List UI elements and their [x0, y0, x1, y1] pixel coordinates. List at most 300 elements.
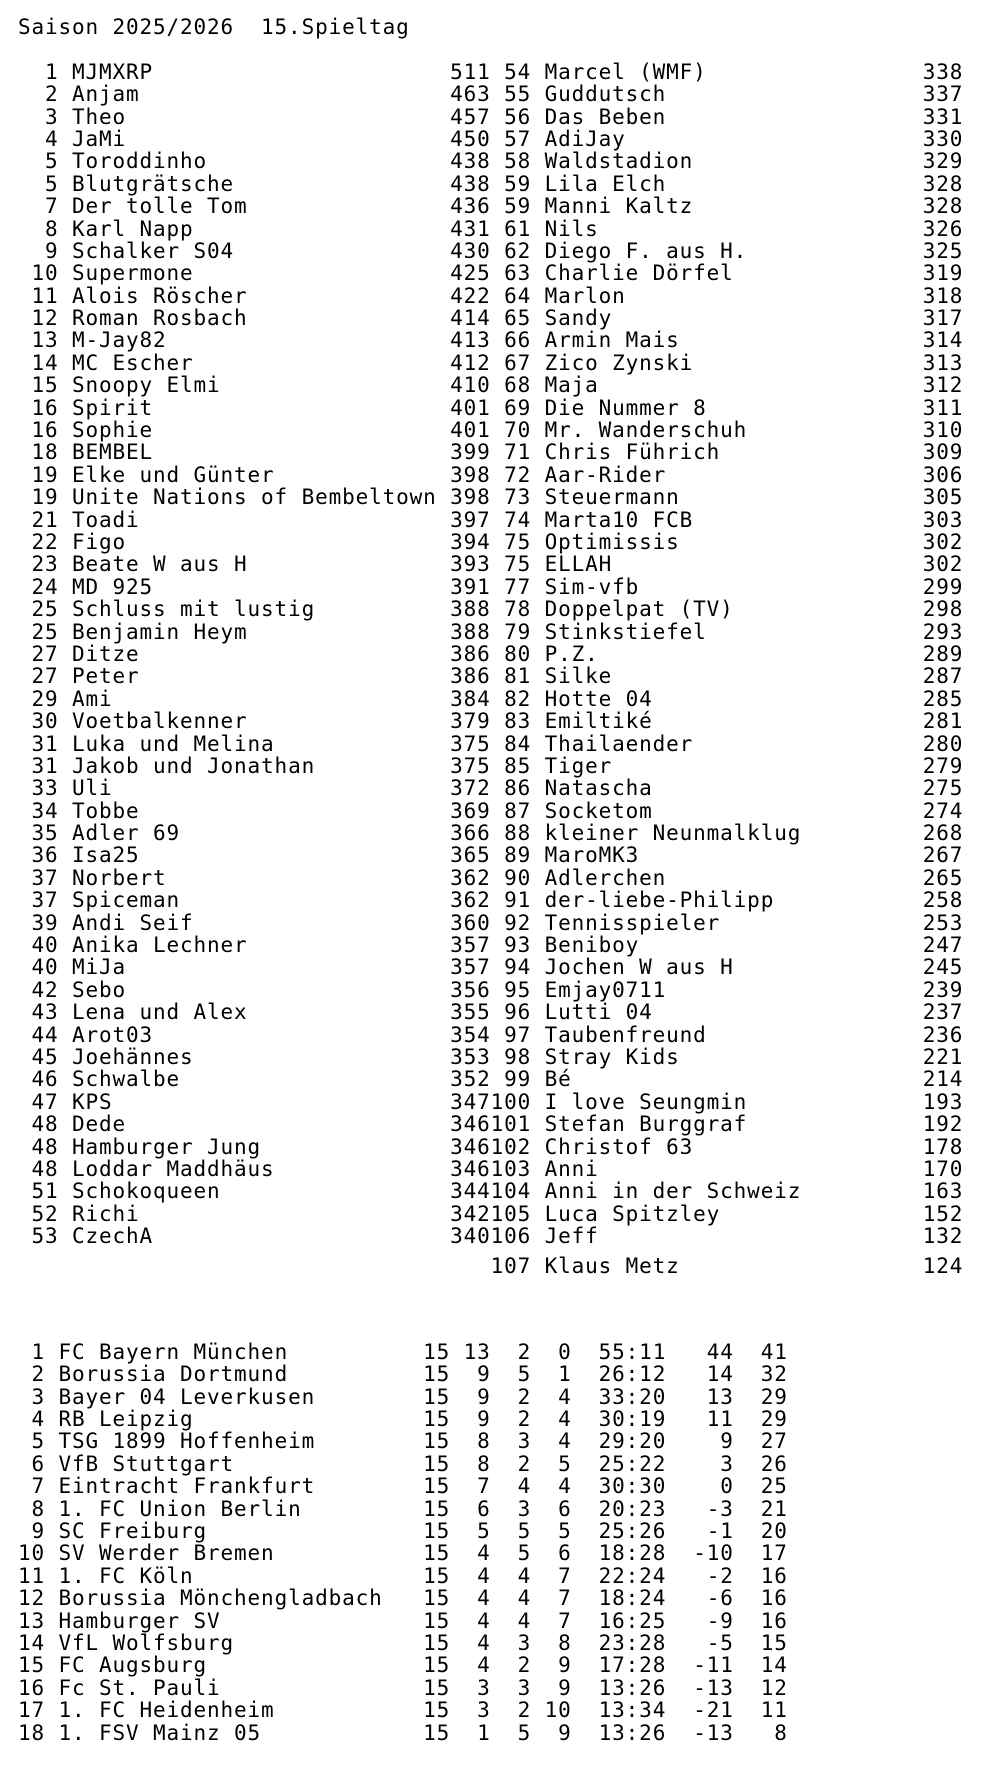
player-name: Sandy [544, 306, 923, 331]
player-rank: 107 [490, 1254, 545, 1279]
player-rank: 33 [18, 776, 73, 801]
team-points: 15 [733, 1630, 788, 1655]
player-score: 393 [450, 552, 491, 577]
team-name: Eintracht Frankfurt [58, 1474, 424, 1499]
player-name: Spiceman [72, 888, 451, 913]
standings-row [18, 464, 997, 486]
team-pos: 1 [18, 1339, 59, 1364]
table-row [18, 1565, 997, 1587]
player-score: 342 [450, 1201, 491, 1226]
player-score: 310 [922, 418, 964, 443]
player-rank: 89 [490, 843, 545, 868]
player-name: MJMXRP [72, 59, 451, 84]
player-rank: 52 [18, 1201, 73, 1226]
games-won: 3 [463, 1675, 505, 1700]
games-played: 15 [423, 1653, 464, 1678]
player-name: Klaus Metz [544, 1254, 923, 1279]
player-score: 379 [450, 709, 491, 734]
goal-ratio: 20:23 [571, 1496, 667, 1521]
standings-row [18, 1225, 997, 1247]
player-name: Norbert [72, 865, 451, 890]
page-title: Saison 2025/2026 15.Spieltag [18, 15, 410, 39]
player-name: Roman Rosbach [72, 306, 451, 331]
player-score: 309 [922, 440, 964, 465]
table-row [18, 1677, 997, 1699]
games-won: 4 [463, 1608, 505, 1633]
player-score: 274 [922, 798, 964, 823]
player-name: Jochen W aus H [544, 955, 923, 980]
player-name: I love Seungmin [544, 1089, 923, 1114]
standings-row [18, 195, 997, 217]
player-score: 399 [450, 440, 491, 465]
player-rank: 11 [18, 283, 73, 308]
player-rank: 3 [18, 104, 73, 129]
player-rank: 90 [490, 865, 545, 890]
games-lost: 7 [544, 1586, 572, 1611]
player-rank: 36 [18, 843, 73, 868]
standings-row [18, 486, 997, 508]
player-name: Ami [72, 686, 451, 711]
player-name: Waldstadion [544, 149, 923, 174]
player-rank: 47 [18, 1089, 73, 1114]
games-won: 4 [463, 1563, 505, 1588]
player-name: Jakob und Jonathan [72, 753, 451, 778]
player-name: Arot03 [72, 1022, 451, 1047]
player-rank: 8 [18, 216, 73, 241]
player-rank: 15 [18, 373, 73, 398]
standings-row [18, 688, 997, 710]
team-points: 8 [733, 1720, 788, 1745]
player-score: 356 [450, 977, 491, 1002]
player-score: 253 [922, 910, 964, 935]
goal-ratio: 33:20 [571, 1384, 667, 1409]
player-name: Anjam [72, 82, 451, 107]
team-points: 21 [733, 1496, 788, 1521]
team-pos: 2 [18, 1362, 59, 1387]
player-name: Tennisspieler [544, 910, 923, 935]
player-rank: 72 [490, 462, 545, 487]
team-name: VfB Stuttgart [58, 1451, 424, 1476]
games-drawn: 3 [504, 1630, 545, 1655]
player-name: Spirit [72, 395, 451, 420]
games-played: 15 [423, 1384, 464, 1409]
games-drawn: 3 [504, 1496, 545, 1521]
standings-row [18, 553, 997, 575]
goal-ratio: 29:20 [571, 1429, 667, 1454]
team-pos: 7 [18, 1474, 59, 1499]
goal-diff: 44 [666, 1339, 734, 1364]
team-name: RB Leipzig [58, 1407, 424, 1432]
player-name: Alois Röscher [72, 283, 451, 308]
standings-row [18, 531, 997, 553]
goal-ratio: 16:25 [571, 1608, 667, 1633]
player-name: Armin Mais [544, 328, 923, 353]
games-played: 15 [423, 1720, 464, 1745]
player-name: Supermone [72, 261, 451, 286]
player-name: Elke und Günter [72, 462, 451, 487]
games-lost: 4 [544, 1429, 572, 1454]
standings-row [18, 576, 997, 598]
games-lost: 9 [544, 1653, 572, 1678]
player-name: Stinkstiefel [544, 619, 923, 644]
player-score: 279 [922, 753, 964, 778]
player-rank: 18 [18, 440, 73, 465]
player-name: Steuermann [544, 485, 923, 510]
player-name: Anika Lechner [72, 933, 451, 958]
player-rank: 5 [18, 149, 73, 174]
games-played: 15 [423, 1698, 464, 1723]
goal-ratio: 22:24 [571, 1563, 667, 1588]
standings-row [18, 1068, 997, 1090]
standings-row [18, 979, 997, 1001]
games-lost: 7 [544, 1608, 572, 1633]
player-rank: 66 [490, 328, 545, 353]
player-name: Das Beben [544, 104, 923, 129]
games-drawn: 4 [504, 1563, 545, 1588]
standings-row [18, 1001, 997, 1023]
team-pos: 14 [18, 1630, 59, 1655]
team-points: 25 [733, 1474, 788, 1499]
standings-row [18, 1180, 997, 1202]
standings-row [18, 352, 997, 374]
games-played: 15 [423, 1496, 464, 1521]
player-score: 397 [450, 507, 491, 532]
goal-diff: 11 [666, 1407, 734, 1432]
player-name: Hotte 04 [544, 686, 923, 711]
player-score: 391 [450, 574, 491, 599]
player-name: Uli [72, 776, 451, 801]
player-rank: 91 [490, 888, 545, 913]
player-score: 328 [922, 194, 964, 219]
player-rank: 95 [490, 977, 545, 1002]
table-row [18, 1386, 997, 1408]
player-rank: 100 [490, 1089, 545, 1114]
standings-row [18, 1091, 997, 1113]
games-drawn: 2 [504, 1407, 545, 1432]
goal-ratio: 30:30 [571, 1474, 667, 1499]
player-name: Optimissis [544, 529, 923, 554]
player-rank: 85 [490, 753, 545, 778]
player-name: CzechA [72, 1224, 451, 1249]
goal-diff: -11 [666, 1653, 734, 1678]
player-name: Bé [544, 1067, 923, 1092]
player-score: 258 [922, 888, 964, 913]
player-rank: 75 [490, 552, 545, 577]
player-name: Toroddinho [72, 149, 451, 174]
team-points: 11 [733, 1698, 788, 1723]
player-rank: 101 [490, 1112, 545, 1137]
column-spacer [18, 1254, 491, 1278]
player-score: 430 [450, 238, 491, 263]
player-name: Unite Nations of Bembeltown [72, 485, 451, 510]
player-rank: 63 [490, 261, 545, 286]
player-name: Anni [544, 1156, 923, 1181]
player-name: Silke [544, 664, 923, 689]
player-name: JaMi [72, 126, 451, 151]
games-won: 3 [463, 1698, 505, 1723]
player-score: 372 [450, 776, 491, 801]
team-name: 1. FC Union Berlin [58, 1496, 424, 1521]
team-points: 12 [733, 1675, 788, 1700]
player-name: Lila Elch [544, 171, 923, 196]
player-name: Socketom [544, 798, 923, 823]
games-won: 4 [463, 1586, 505, 1611]
player-rank: 29 [18, 686, 73, 711]
player-score: 329 [922, 149, 964, 174]
player-rank: 71 [490, 440, 545, 465]
team-name: VfL Wolfsburg [58, 1630, 424, 1655]
player-rank: 22 [18, 529, 73, 554]
player-name: Emjay0711 [544, 977, 923, 1002]
table-row [18, 1408, 997, 1430]
player-name: MD 925 [72, 574, 451, 599]
player-name: Guddutsch [544, 82, 923, 107]
goal-ratio: 23:28 [571, 1630, 667, 1655]
player-rank: 64 [490, 283, 545, 308]
player-score: 132 [922, 1224, 964, 1249]
team-name: FC Augsburg [58, 1653, 424, 1678]
standings-row [18, 733, 997, 755]
games-played: 15 [423, 1519, 464, 1543]
player-score: 303 [922, 507, 964, 532]
player-score: 384 [450, 686, 491, 711]
standings-row [18, 106, 997, 128]
games-played: 15 [423, 1339, 464, 1364]
team-name: 1. FC Heidenheim [58, 1698, 424, 1723]
games-drawn: 4 [504, 1586, 545, 1611]
team-pos: 10 [18, 1541, 59, 1566]
standings-row [18, 240, 997, 262]
team-pos: 4 [18, 1407, 59, 1432]
player-name: Aar-Rider [544, 462, 923, 487]
player-name: Anni in der Schweiz [544, 1179, 923, 1204]
player-score: 375 [450, 753, 491, 778]
team-pos: 18 [18, 1720, 59, 1745]
team-pos: 6 [18, 1451, 59, 1476]
team-points: 14 [733, 1653, 788, 1678]
standings-row [18, 419, 997, 441]
player-name: Thailaender [544, 731, 923, 756]
player-score: 412 [450, 350, 491, 375]
games-drawn: 5 [504, 1720, 545, 1745]
player-rank: 31 [18, 731, 73, 756]
team-points: 16 [733, 1608, 788, 1633]
player-score: 338 [922, 59, 964, 84]
goal-diff: -13 [666, 1675, 734, 1700]
standings-row [18, 262, 997, 284]
standings-row [18, 509, 997, 531]
player-rank: 4 [18, 126, 73, 151]
goal-ratio: 13:26 [571, 1720, 667, 1745]
player-score: 313 [922, 350, 964, 375]
player-score: 463 [450, 82, 491, 107]
player-name: Stray Kids [544, 1044, 923, 1069]
games-played: 15 [423, 1474, 464, 1499]
goal-ratio: 13:26 [571, 1675, 667, 1700]
goal-diff: -9 [666, 1608, 734, 1633]
goal-diff: -3 [666, 1496, 734, 1521]
player-score: 375 [450, 731, 491, 756]
goal-diff: 13 [666, 1384, 734, 1409]
player-rank: 59 [490, 194, 545, 219]
standings-row [18, 150, 997, 172]
player-score: 340 [450, 1224, 491, 1249]
games-won: 4 [463, 1541, 505, 1566]
player-rank: 14 [18, 350, 73, 375]
team-points: 29 [733, 1384, 788, 1409]
standings-row [18, 956, 997, 978]
player-name: Jeff [544, 1224, 923, 1249]
player-name: AdiJay [544, 126, 923, 151]
games-won: 13 [463, 1339, 505, 1364]
goal-diff: -5 [666, 1630, 734, 1655]
player-rank: 73 [490, 485, 545, 510]
player-score: 388 [450, 597, 491, 622]
table-row [18, 1430, 997, 1452]
team-pos: 16 [18, 1675, 59, 1700]
goal-ratio: 30:19 [571, 1407, 667, 1432]
player-score: 245 [922, 955, 964, 980]
player-name: Tobbe [72, 798, 451, 823]
player-rank: 27 [18, 664, 73, 689]
player-score: 398 [450, 462, 491, 487]
player-name: Peter [72, 664, 451, 689]
team-name: TSG 1899 Hoffenheim [58, 1429, 424, 1454]
goal-diff: -10 [666, 1541, 734, 1566]
player-name: MiJa [72, 955, 451, 980]
games-drawn: 3 [504, 1675, 545, 1700]
player-rank: 79 [490, 619, 545, 644]
player-name: Manni Kaltz [544, 194, 923, 219]
player-score: 178 [922, 1134, 964, 1159]
table-row [18, 1587, 997, 1609]
player-name: Schluss mit lustig [72, 597, 451, 622]
player-rank: 16 [18, 418, 73, 443]
goal-ratio: 25:22 [571, 1451, 667, 1476]
player-name: Andi Seif [72, 910, 451, 935]
player-score: 318 [922, 283, 964, 308]
player-name: Taubenfreund [544, 1022, 923, 1047]
table-row [18, 1654, 997, 1676]
player-rank: 106 [490, 1224, 545, 1249]
player-name: Figo [72, 529, 451, 554]
player-rank: 94 [490, 955, 545, 980]
player-rank: 31 [18, 753, 73, 778]
player-score: 285 [922, 686, 964, 711]
player-name: Sim-vfb [544, 574, 923, 599]
games-lost: 5 [544, 1519, 572, 1543]
goal-diff: 9 [666, 1429, 734, 1454]
player-name: der-liebe-Philipp [544, 888, 923, 913]
player-rank: 103 [490, 1156, 545, 1181]
player-score: 457 [450, 104, 491, 129]
player-score: 369 [450, 798, 491, 823]
team-pos: 11 [18, 1563, 59, 1588]
standings-row [18, 397, 997, 419]
games-drawn: 3 [504, 1429, 545, 1454]
team-pos: 8 [18, 1496, 59, 1521]
player-score: 265 [922, 865, 964, 890]
player-score: 221 [922, 1044, 964, 1069]
player-score: 414 [450, 306, 491, 331]
player-score: 170 [922, 1156, 964, 1181]
player-score: 247 [922, 933, 964, 958]
player-score: 362 [450, 865, 491, 890]
standings-row [18, 1024, 997, 1046]
player-score: 330 [922, 126, 964, 151]
player-rank: 58 [490, 149, 545, 174]
goal-diff: -13 [666, 1720, 734, 1745]
table-row [18, 1699, 997, 1721]
team-name: 1. FSV Mainz 05 [58, 1720, 424, 1745]
games-played: 15 [423, 1429, 464, 1454]
player-score: 326 [922, 216, 964, 241]
player-rank: 34 [18, 798, 73, 823]
player-name: M-Jay82 [72, 328, 451, 353]
player-name: Schalker S04 [72, 238, 451, 263]
team-pos: 3 [18, 1384, 59, 1409]
player-score: 401 [450, 418, 491, 443]
standings-row [18, 61, 997, 83]
player-name: Schokoqueen [72, 1179, 451, 1204]
player-score: 365 [450, 843, 491, 868]
player-score: 388 [450, 619, 491, 644]
player-name: ELLAH [544, 552, 923, 577]
team-name: Borussia Mönchengladbach [58, 1586, 424, 1611]
player-rank: 19 [18, 462, 73, 487]
player-rank: 75 [490, 529, 545, 554]
player-score: 450 [450, 126, 491, 151]
standings-row [18, 665, 997, 687]
player-name: Die Nummer 8 [544, 395, 923, 420]
player-rank: 43 [18, 1000, 73, 1025]
player-rank: 21 [18, 507, 73, 532]
table-row [18, 1542, 997, 1564]
player-name: Charlie Dörfel [544, 261, 923, 286]
player-score: 239 [922, 977, 964, 1002]
player-score: 280 [922, 731, 964, 756]
standings-row [18, 128, 997, 150]
player-rank: 40 [18, 955, 73, 980]
table-row [18, 1498, 997, 1520]
player-rank: 53 [18, 1224, 73, 1249]
player-rank: 67 [490, 350, 545, 375]
player-rank: 62 [490, 238, 545, 263]
table-row [18, 1453, 997, 1475]
player-score: 328 [922, 171, 964, 196]
standings-list [18, 61, 997, 1278]
player-rank: 78 [490, 597, 545, 622]
player-name: Christof 63 [544, 1134, 923, 1159]
player-rank: 56 [490, 104, 545, 129]
player-name: Doppelpat (TV) [544, 597, 923, 622]
player-score: 124 [922, 1254, 964, 1279]
player-score: 306 [922, 462, 964, 487]
table-row [18, 1341, 997, 1363]
player-name: kleiner Neunmalklug [544, 821, 923, 846]
player-score: 237 [922, 1000, 964, 1025]
games-played: 15 [423, 1608, 464, 1633]
table-row [18, 1632, 997, 1654]
player-rank: 51 [18, 1179, 73, 1204]
player-score: 331 [922, 104, 964, 129]
player-score: 355 [450, 1000, 491, 1025]
player-score: 346 [450, 1112, 491, 1137]
team-name: 1. FC Köln [58, 1563, 424, 1588]
player-rank: 77 [490, 574, 545, 599]
player-rank: 87 [490, 798, 545, 823]
player-rank: 1 [18, 59, 73, 84]
